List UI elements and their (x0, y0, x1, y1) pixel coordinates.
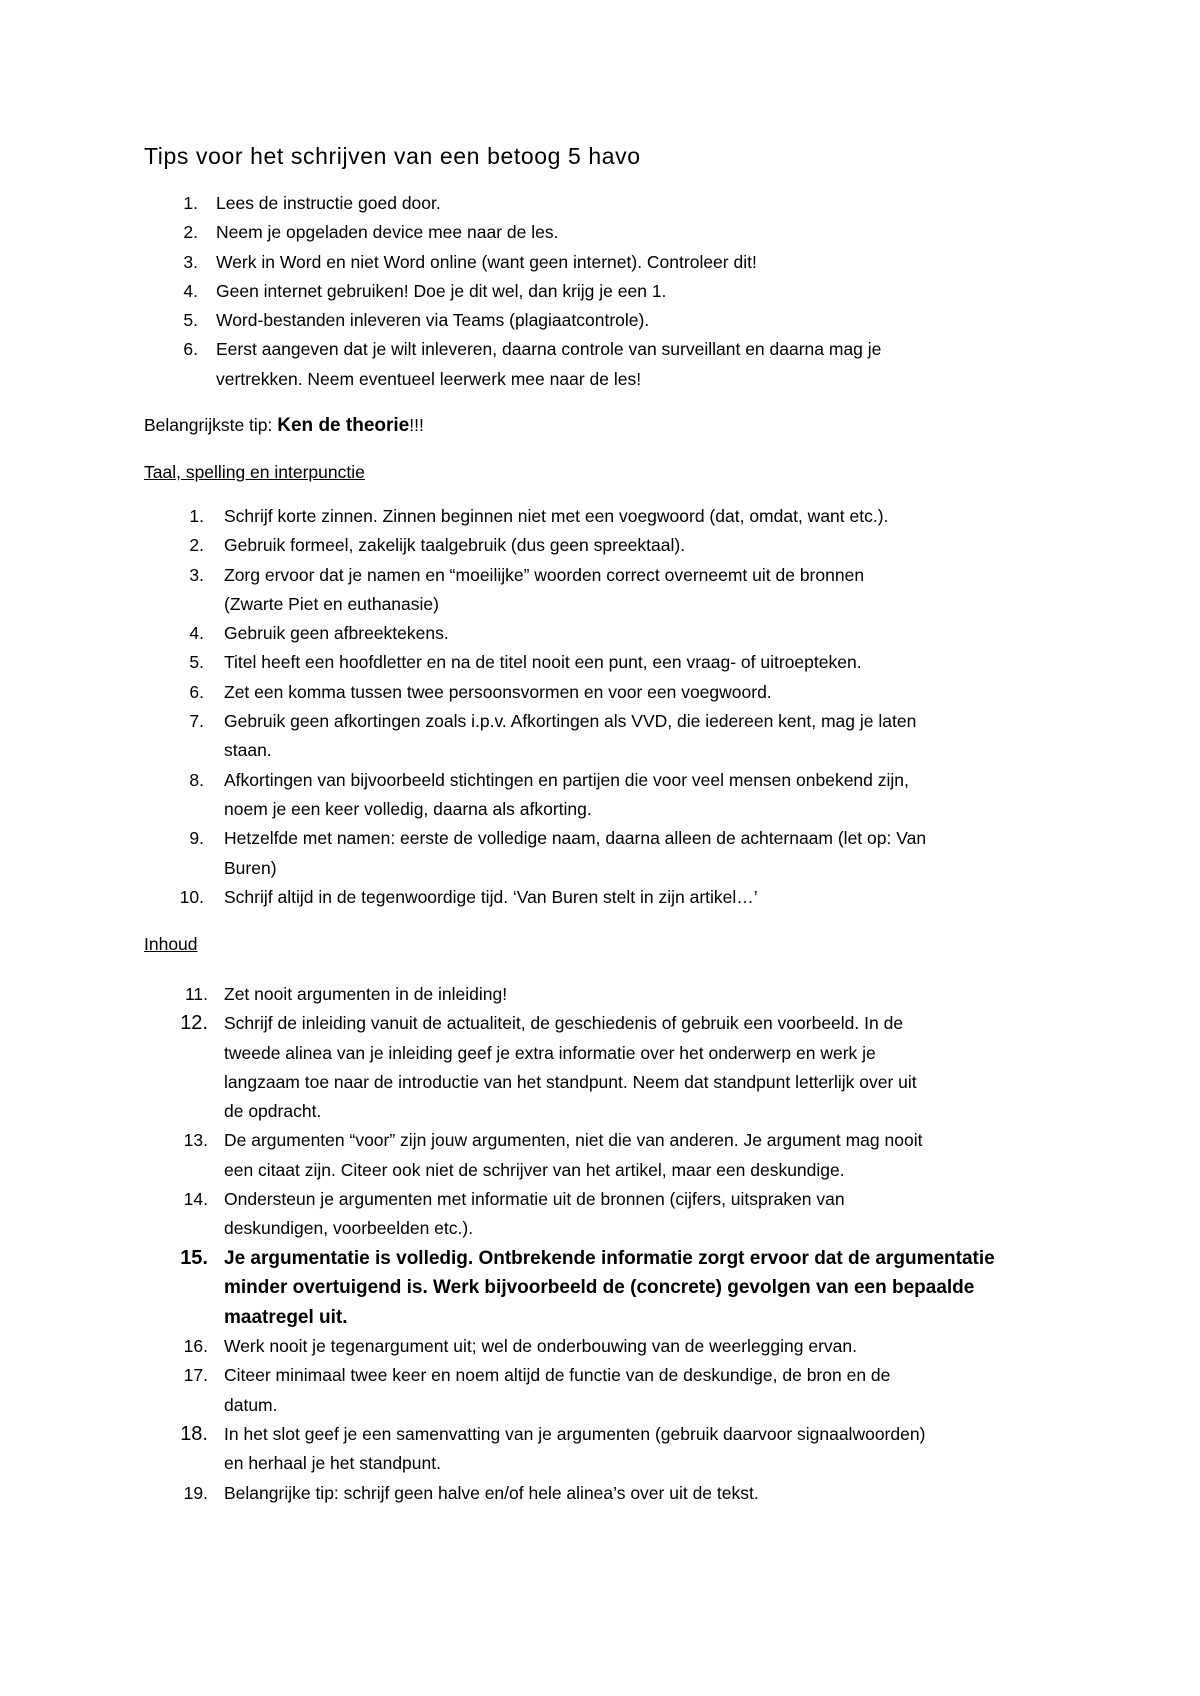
key-tip (144, 415, 424, 437)
list-item (176, 1185, 1076, 1244)
list-item-text-line: Lees de instructie goed door. (216, 193, 441, 213)
section-heading-inhoud: Inhoud (144, 934, 198, 954)
list-item-text-line: Eerst aangeven dat je wilt inleveren, daarna controle van surveillant en daarna mag je (216, 339, 882, 360)
list-item-number: 1. (183, 193, 198, 213)
list-item-text-line: tweede alinea van je inleiding geef je extra informatie over het onderwerp en werk je (224, 1042, 876, 1063)
list-item-number: 6. (189, 681, 204, 702)
list-item-number: 5. (189, 652, 204, 673)
list-item-text-line: deskundigen, voorbeelden etc.). (224, 1218, 474, 1239)
list-item (176, 335, 1076, 394)
key-tip-suffix: !!! (409, 415, 424, 435)
list-item-text-line: datum. (224, 1394, 278, 1415)
list-item-text-line: Buren) (224, 857, 277, 878)
list-item (176, 561, 1076, 620)
list-item-number: 7. (189, 711, 204, 732)
list-item (176, 1009, 1076, 1126)
inhoud-tips-list (176, 980, 1076, 1508)
list-item-text-line: Zet een komma tussen twee persoonsvormen en voor een voegwoord. (224, 681, 772, 702)
list-item-text-line: Citeer minimaal twee keer en noem altijd de functie van de deskundige, de bron en de (224, 1365, 891, 1386)
list-item-text-line: vertrekken. Neem eventueel leerwerk mee naar de les! (216, 368, 642, 389)
list-item-text-line: Zorg ervoor dat je namen en “moeilijke” woorden correct overneemt uit de bronnen (224, 564, 865, 585)
list-item (176, 707, 1076, 766)
list-item (176, 502, 1076, 531)
list-item-number: 4. (183, 280, 198, 301)
key-tip-prefix: Belangrijkste tip: (144, 415, 278, 435)
list-item (176, 1420, 1076, 1479)
list-item (176, 1479, 1076, 1508)
list-item-number: 16. (183, 1336, 208, 1357)
list-item-text-line: Werk nooit je tegenargument uit; wel de onderbouwing van de weerlegging ervan. (224, 1336, 857, 1357)
list-item-number: 2. (183, 222, 198, 243)
section-heading-taal: Taal, spelling en interpunctie (144, 462, 365, 482)
list-item-text-line: Schrijf korte zinnen. Zinnen beginnen niet met een voegwoord (dat, omdat, want etc.). (224, 506, 889, 526)
list-item (176, 883, 1076, 912)
list-item-number: 15. (180, 1246, 208, 1269)
list-item (176, 189, 1076, 218)
list-item-text-line: In het slot geef je een samenvatting van je argumenten (gebruik daarvoor signaalwoorden) (224, 1424, 926, 1445)
list-item (176, 766, 1076, 825)
list-item-number: 10. (179, 886, 204, 907)
list-item (176, 1126, 1076, 1185)
list-item-number: 3. (189, 564, 204, 585)
list-item (176, 248, 1076, 277)
list-item-number: 17. (183, 1365, 208, 1386)
list-item (176, 648, 1076, 677)
list-item-number: 9. (189, 828, 204, 849)
list-item-number: 13. (183, 1130, 208, 1151)
list-item-number: 8. (189, 769, 204, 790)
list-item-text-line: Zet nooit argumenten in de inleiding! (224, 984, 508, 1004)
list-item-text-line: noem je een keer volledig, daarna als afkorting. (224, 798, 592, 819)
list-item-number: 18. (180, 1423, 208, 1446)
list-item-text-line: Neem je opgeladen device mee naar de les. (216, 222, 559, 243)
list-item-number: 5. (183, 310, 198, 331)
list-item-number: 2. (189, 535, 204, 556)
key-tip-emphasis: Ken de theorie (277, 415, 410, 436)
list-item (176, 824, 1076, 883)
list-item-text-line: Gebruik formeel, zakelijk taalgebruik (dus geen spreektaal). (224, 535, 686, 556)
list-item-text-line: Gebruik geen afbreektekens. (224, 623, 449, 644)
list-item-text-line: Gebruik geen afkortingen zoals i.p.v. Afkortingen als VVD, die iedereen kent, mag je laten (224, 711, 917, 732)
list-item-text-line: langzaam toe naar de introductie van het standpunt. Neem dat standpunt letterlijk over uit (224, 1071, 917, 1092)
list-item-text-line: Geen internet gebruiken! Doe je dit wel, dan krijg je een 1. (216, 280, 667, 301)
list-item (176, 306, 1076, 335)
list-item-text-line: Titel heeft een hoofdletter en na de titel nooit een punt, een vraag- of uitroepteken. (224, 652, 862, 673)
list-item-text-line: Word-bestanden inleveren via Teams (plagiaatcontrole). (216, 310, 650, 331)
list-item-number: 19. (183, 1482, 208, 1503)
list-item (176, 619, 1076, 648)
list-item-text-line: Je argumentatie is volledig. Ontbrekende informatie zorgt ervoor dat de argumentatie (224, 1247, 995, 1269)
list-item (176, 1332, 1076, 1361)
list-item-text-line: Ondersteun je argumenten met informatie uit de bronnen (cijfers, uitspraken van (224, 1189, 845, 1210)
list-item-text-line: de opdracht. (224, 1101, 322, 1122)
list-item (176, 277, 1076, 306)
page-title: Tips voor het schrijven van een betoog 5 havo (144, 143, 641, 169)
list-item-text-line: Werk in Word en niet Word online (want geen internet). Controleer dit! (216, 251, 757, 272)
list-item-text-line: en herhaal je het standpunt. (224, 1453, 441, 1474)
list-item (176, 1361, 1076, 1420)
list-item (176, 218, 1076, 247)
list-item (176, 980, 1076, 1009)
list-item-text-line: Afkortingen van bijvoorbeeld stichtingen en partijen die voor veel mensen onbekend zijn, (224, 769, 909, 790)
list-item-text-line: Belangrijke tip: schrijf geen halve en/of hele alinea’s over uit de tekst. (224, 1482, 759, 1503)
list-item (176, 1244, 1076, 1333)
list-item-text-line: Schrijf de inleiding vanuit de actualiteit, de geschiedenis of gebruik een voorbeeld. In de (224, 1013, 904, 1034)
list-item-text-line: staan. (224, 740, 272, 761)
list-item-text-line: (Zwarte Piet en euthanasie) (224, 593, 439, 614)
list-item-number: 12. (180, 1012, 208, 1035)
list-item-text-line: Schrijf altijd in de tegenwoordige tijd. ‘Van Buren stelt in zijn artikel…’ (224, 886, 758, 907)
list-item-number: 14. (183, 1189, 208, 1210)
list-item-number: 1. (189, 506, 204, 526)
list-item (176, 678, 1076, 707)
list-item-number: 4. (189, 623, 204, 644)
list-item-text-line: De argumenten “voor” zijn jouw argumenten, niet die van anderen. Je argument mag nooit (224, 1130, 923, 1151)
list-item-text-line: maatregel uit. (224, 1306, 348, 1328)
general-tips-list (176, 189, 1076, 394)
taal-tips-list (176, 502, 1076, 912)
list-item-number: 11. (184, 984, 208, 1004)
list-item (176, 531, 1076, 560)
list-item-text-line: een citaat zijn. Citeer ook niet de schrijver van het artikel, maar een deskundige. (224, 1159, 845, 1180)
list-item-number: 6. (183, 339, 198, 360)
list-item-text-line: minder overtuigend is. Werk bijvoorbeeld de (concrete) gevolgen van een bepaalde (224, 1277, 975, 1299)
list-item-text-line: Hetzelfde met namen: eerste de volledige naam, daarna alleen de achternaam (let op: Van (224, 828, 927, 849)
list-item-number: 3. (183, 251, 198, 272)
